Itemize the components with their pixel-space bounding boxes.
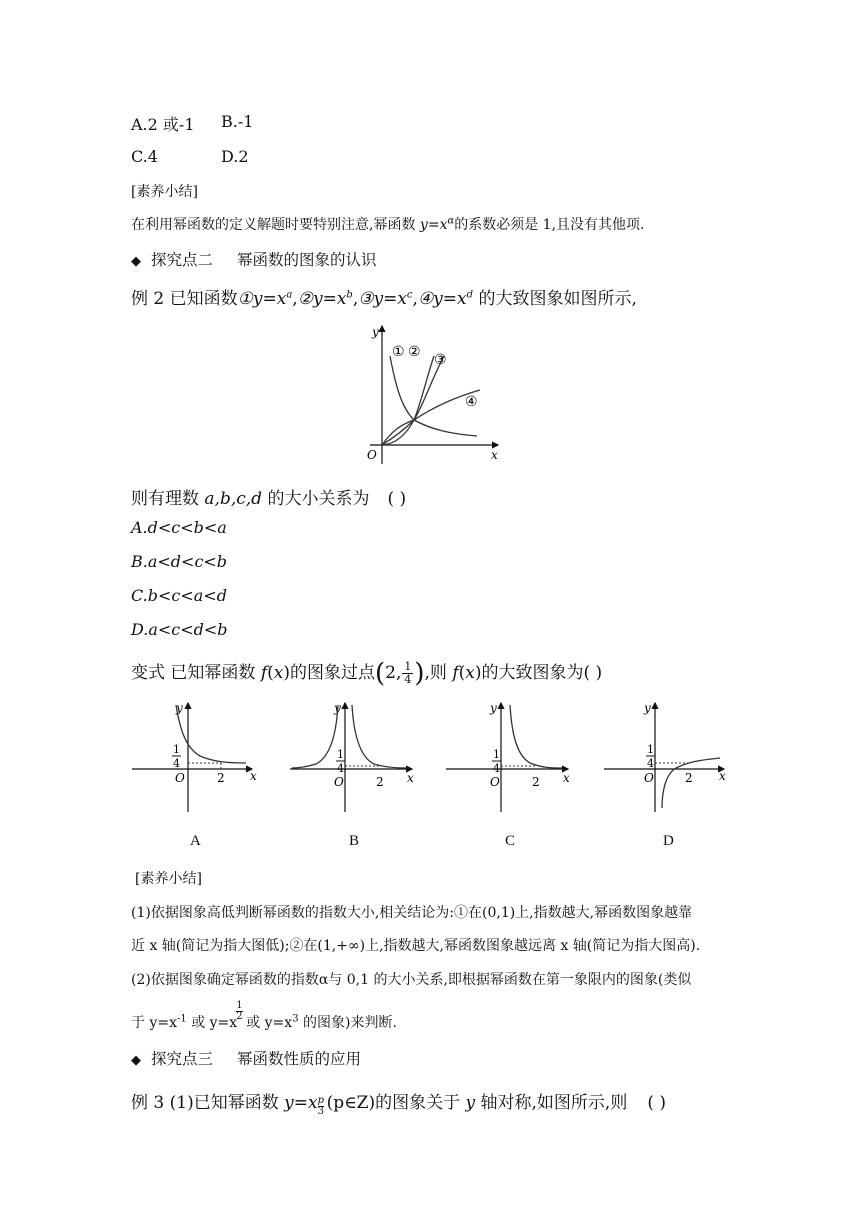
option-row-2 [131,147,249,166]
variant-graph-a [128,700,260,815]
summary-2-p1-line1: (1)依据图象高低判断幂函数的指数大小,相关结论为:①在(0,1)上,指数越大,幂函数图象越靠 [131,905,693,921]
curve-left [292,705,338,768]
summary-2-tag: [素养小结] [135,871,202,887]
summary-2-p2-line1: (2)依据图象确定幂函数的指数α与 0,1 的大小关系,即根据幂函数在第一象限内的图象(类似 [131,972,692,988]
x-axis-label: x [491,448,498,462]
x-label: x [407,771,414,785]
example-2-option-c: C.b<c<a<d [131,586,227,605]
section-heading-2 [131,248,377,270]
tick-2: 2 [532,775,540,789]
curve-label-4: ④ [465,394,478,410]
option-d: D.2 [221,147,249,166]
diamond-icon: ◆ [131,254,141,269]
example-2-option-b: B.a<d<c<b [131,552,228,571]
tick-2: 2 [217,771,225,785]
y-label: y [644,701,651,715]
caption-c: C [505,833,516,849]
tick-2: 2 [376,775,384,789]
curve-label-2: ② [408,344,421,360]
origin-label: O [490,775,500,789]
frac-den: 4 [173,757,180,770]
frac-den: 4 [337,762,344,775]
example-2-graph [362,318,507,468]
curve [176,705,246,763]
caption-b: B [349,833,360,849]
y-label: y [490,701,497,715]
curve-3 [382,356,444,445]
answer-blank: ( ) [387,489,407,509]
curve-label-3: ③ [434,352,447,368]
section-title: 幂函数的图象的认识 [237,251,377,269]
curve-1 [390,356,477,436]
variant-graph-c [444,700,576,815]
frac-num: 1 [337,748,344,761]
frac-den: 4 [493,762,500,775]
origin-label: O [367,448,377,462]
curve-2 [382,356,434,445]
option-row-1 [131,112,254,135]
variant-graph-b [288,700,420,815]
summary-tag: [素养小结] [131,184,198,200]
caption-a: A [190,833,201,849]
x-label: x [563,771,570,785]
example-2-stem: 例 2 已知函数$①y=x^a,②y=x^b,③y=x^c,④y=x^d$ 的大致图象如图所示, [131,289,637,309]
curve [510,705,562,768]
summary-2-p1-line2: 近 x 轴(简记为指大图低);②在(1,+∞)上,指数越大,幂函数图象越远离 x 轴(简记为指大图高). [131,938,701,954]
x-label: x [719,769,726,783]
summary-text: 在利用幂函数的定义解题时要特别注意,幂函数 $y=x^\alpha$的系数必须是 1,且没有其他项. [131,215,645,233]
frac-num: 1 [173,743,180,756]
example-3-stem: 例 3 (1)已知幂函数 y=x p 3 (p∈Z)的图象关于 y 轴对称,如图所示,则 ( ) [131,1093,667,1117]
variant-stem: 变式 已知幂函数 f(x)的图象过点(2, $\frac{1}{4}$ ),则 f(x)的大致图象为( ) [131,658,603,689]
section-label: 探究点二 [151,251,214,269]
frac-num: 1 [493,748,500,761]
origin-label: O [644,771,654,785]
origin-label: O [334,775,344,789]
frac-num: 1 [647,743,654,756]
origin-label: O [175,771,185,785]
diamond-icon: ◆ [131,1053,141,1068]
x-label: x [250,769,257,783]
curve-right [352,705,406,768]
section-label: 探究点三 [151,1050,214,1068]
option-c: C.4 [131,147,158,166]
example-2-option-d: D.a<c<d<b [131,620,228,639]
option-b: B.-1 [221,112,254,131]
frac-den: 4 [647,757,654,770]
tick-2: 2 [685,771,693,785]
answer-blank: ( ) [647,1093,667,1113]
section-title: 幂函数性质的应用 [237,1050,362,1068]
option-a: A.2 或-1 [131,115,195,134]
variant-graph-d [600,700,732,815]
example-2-option-a: A.d<c<b<a [131,518,227,537]
curve-label-1: ① [392,344,405,360]
example-2-question: 则有理数 a,b,c,d 的大小关系为 ( ) [131,489,407,509]
y-label: y [176,701,183,715]
y-label: y [334,701,341,715]
summary-2-p2-line2: 于 $y=x^{-1}$ 或 y=x 1 2 或 $y=x^3$ 的图象)来判断. [131,1000,397,1031]
point-fraction: $\frac{1}{4}$ [404,660,412,686]
y-axis-label: y [372,325,379,339]
section-heading-3 [131,1047,361,1069]
caption-d: D [663,833,674,849]
